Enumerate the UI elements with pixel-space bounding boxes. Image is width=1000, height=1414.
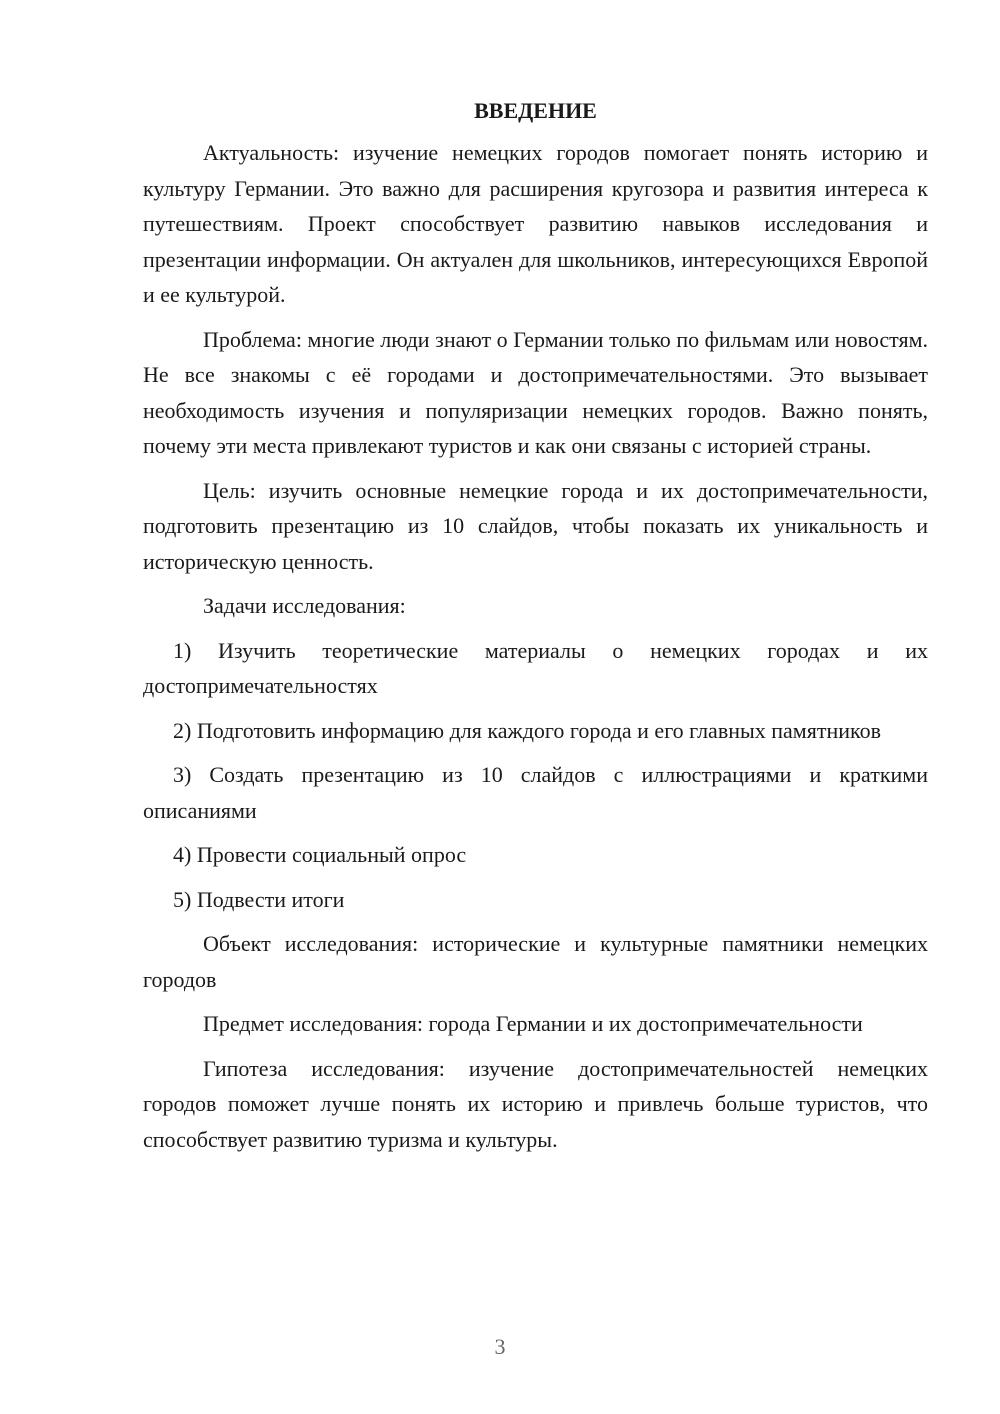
task-item-5: 5) Подвести итоги (173, 886, 345, 912)
task-item-3: 3) Создать презентацию из 10 слайдов с иллюстрациями и краткими описаниями (143, 762, 928, 823)
tasks-heading: Задачи исследования: (203, 593, 406, 618)
document-page (143, 96, 928, 1166)
object-paragraph: Объект исследования: исторические и культурные памятники немецких городов (143, 931, 928, 992)
hypothesis-paragraph: Гипотеза исследования: изучение достопримечательностей немецких городов поможет лучше понять их историю и привлечь больше туристов, что способствует развитию туризма и культуры. (143, 1055, 928, 1152)
page-number: 3 (494, 1334, 506, 1359)
task-item-4: 4) Провести социальный опрос (173, 842, 467, 867)
task-item-1: 1) Изучить теоретические материалы о немецких городах и их достопримечательностях (143, 637, 928, 698)
problem-paragraph: Проблема: многие люди знают о Германии только по фильмам или новостям. Не все знакомы с её городами и достопримечательностями. Это вызывает необходимость изучения и популяризации немецких городов. Важно понять, почему эти места привлекают туристов и как они связаны с историей страны. (143, 326, 928, 458)
goal-paragraph: Цель: изучить основные немецкие города и их достопримечательности, подготовить презентацию из 10 слайдов, чтобы показать их уникальность и историческую ценность. (143, 477, 928, 574)
subject-paragraph: Предмет исследования: города Германии и их достопримечательности (203, 1011, 863, 1036)
task-item-2: 2) Подготовить информацию для каждого города и его главных памятников (173, 717, 881, 743)
relevance-paragraph: Актуальность: изучение немецких городов помогает понять историю и культуру Германии. Это важно для расширения кругозора и развития интереса к путешествиям. Проект способствует развитию навыков исследования и презентации информации. Он актуален для школьников, интересующихся Европой и ее культурой. (143, 140, 928, 307)
page-title: ВВЕДЕНИЕ (474, 98, 597, 123)
